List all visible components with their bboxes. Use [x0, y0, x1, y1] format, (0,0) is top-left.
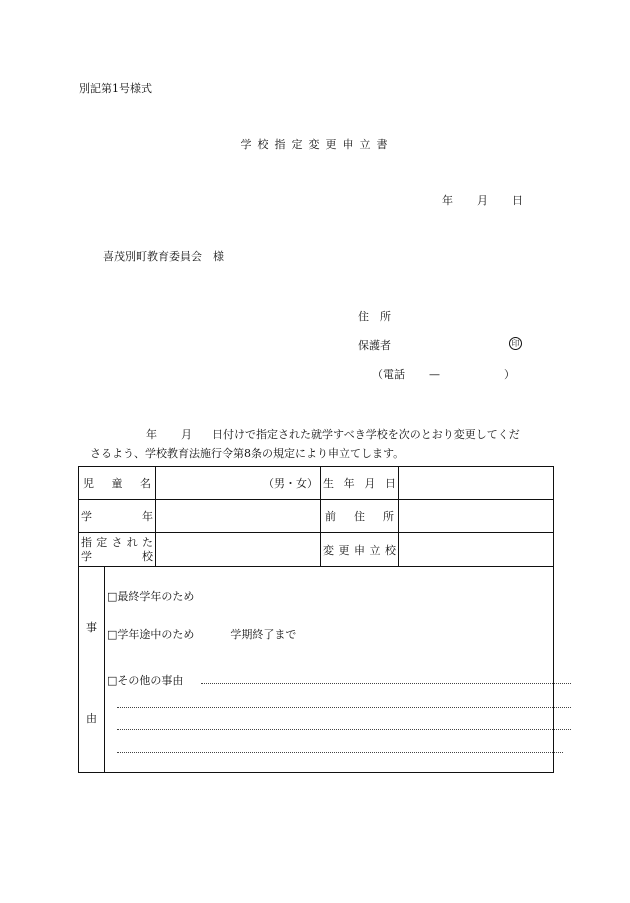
- new-school-label-char: 更: [338, 543, 350, 557]
- applicant-phone: [372, 366, 515, 382]
- new-school-label-char: 校: [385, 543, 396, 557]
- prev-address-label: [321, 508, 398, 524]
- form-number: 別記第1号様式: [79, 82, 152, 95]
- option-mid-year[interactable]: [107, 626, 296, 642]
- child-name-label-cell: [79, 467, 156, 500]
- application-table: [78, 466, 554, 773]
- grade-label-char: 学: [81, 510, 92, 523]
- dob-label-char: 年: [343, 477, 355, 490]
- reason-label-cell: [79, 567, 105, 773]
- designated-school-char-b: 校: [142, 549, 153, 563]
- child-name-label-char: 児: [83, 477, 94, 490]
- option-final-year[interactable]: □最終学年のため: [107, 590, 195, 603]
- new-school-label-char: 立: [369, 543, 381, 557]
- phone-open: （電話: [372, 368, 405, 381]
- designated-school-field[interactable]: [156, 533, 321, 567]
- new-school-label-char: 申: [354, 543, 365, 557]
- dob-field[interactable]: [399, 467, 554, 500]
- reason-label-2: 由: [86, 712, 97, 725]
- reason-line-3[interactable]: [117, 729, 571, 730]
- prev-address-label-char: 前: [325, 510, 336, 523]
- request-month: 月: [181, 428, 192, 441]
- request-line-1: [146, 426, 520, 442]
- designated-school-label-char: さ: [111, 535, 123, 549]
- dob-label: [321, 475, 398, 491]
- grade-label-cell: [79, 500, 156, 533]
- date-year: 年: [442, 194, 453, 207]
- child-name-label: [79, 475, 155, 491]
- applicant-guardian-label: 保護者: [358, 339, 391, 352]
- designated-school-label-char: 定: [96, 535, 108, 549]
- dob-label-char: 月: [364, 477, 376, 490]
- dob-label-char: 生: [323, 477, 334, 490]
- reason-field[interactable]: [105, 567, 554, 773]
- date-day: 日: [512, 194, 523, 207]
- phone-dash: —: [429, 368, 440, 381]
- gender-selector[interactable]: （男・女）: [263, 477, 318, 490]
- option-mid-year-label: □学年途中のため: [107, 628, 195, 641]
- dob-label-cell: [321, 467, 399, 500]
- grade-field[interactable]: [156, 500, 321, 533]
- designated-school-char-a: 学: [81, 549, 92, 563]
- prev-address-label-cell: [321, 500, 399, 533]
- grade-label-char: 年: [142, 510, 153, 523]
- prev-address-label-char: 住: [354, 510, 365, 523]
- reason-line-4[interactable]: [117, 752, 563, 753]
- request-line-2: さるよう、学校教育法施行令第8条の規定により申立てします。: [90, 447, 405, 460]
- reason-line-1[interactable]: [201, 683, 571, 684]
- document-title: 学校指定変更申立書: [240, 138, 394, 151]
- option-mid-year-suffix: 学期終了まで: [230, 628, 297, 641]
- seal-mark: 印: [509, 337, 522, 350]
- child-name-label-char: 名: [140, 477, 151, 490]
- phone-close: ）: [504, 368, 515, 381]
- child-name-field[interactable]: [156, 467, 321, 500]
- applicant-address-label: 住 所: [358, 310, 391, 323]
- designated-school-label-line1: [79, 536, 155, 550]
- designated-school-label-char: 指: [81, 535, 92, 549]
- option-other[interactable]: □その他の事由: [107, 674, 184, 687]
- prev-address-field[interactable]: [399, 500, 554, 533]
- child-name-label-char: 童: [111, 477, 123, 490]
- designated-school-label-line2: [79, 550, 155, 564]
- request-year: 年: [146, 428, 157, 441]
- new-school-label: [321, 542, 398, 558]
- addressee: 喜茂別町教育委員会 様: [103, 250, 224, 263]
- prev-address-label-char: 所: [383, 510, 394, 523]
- new-school-field[interactable]: [399, 533, 554, 567]
- designated-school-label-char: た: [142, 535, 153, 549]
- designated-school-label-cell: [79, 533, 156, 567]
- reason-label-1: 事: [86, 621, 97, 634]
- new-school-label-char: 変: [323, 543, 334, 557]
- new-school-label-cell: [321, 533, 399, 567]
- reason-line-2[interactable]: [117, 707, 571, 708]
- designated-school-label-char: れ: [126, 535, 138, 549]
- dob-label-char: 日: [384, 477, 396, 490]
- request-text: 日付けで指定された就学すべき学校を次のとおり変更してくだ: [212, 428, 520, 441]
- date-month: 月: [477, 194, 488, 207]
- grade-label: [79, 508, 155, 524]
